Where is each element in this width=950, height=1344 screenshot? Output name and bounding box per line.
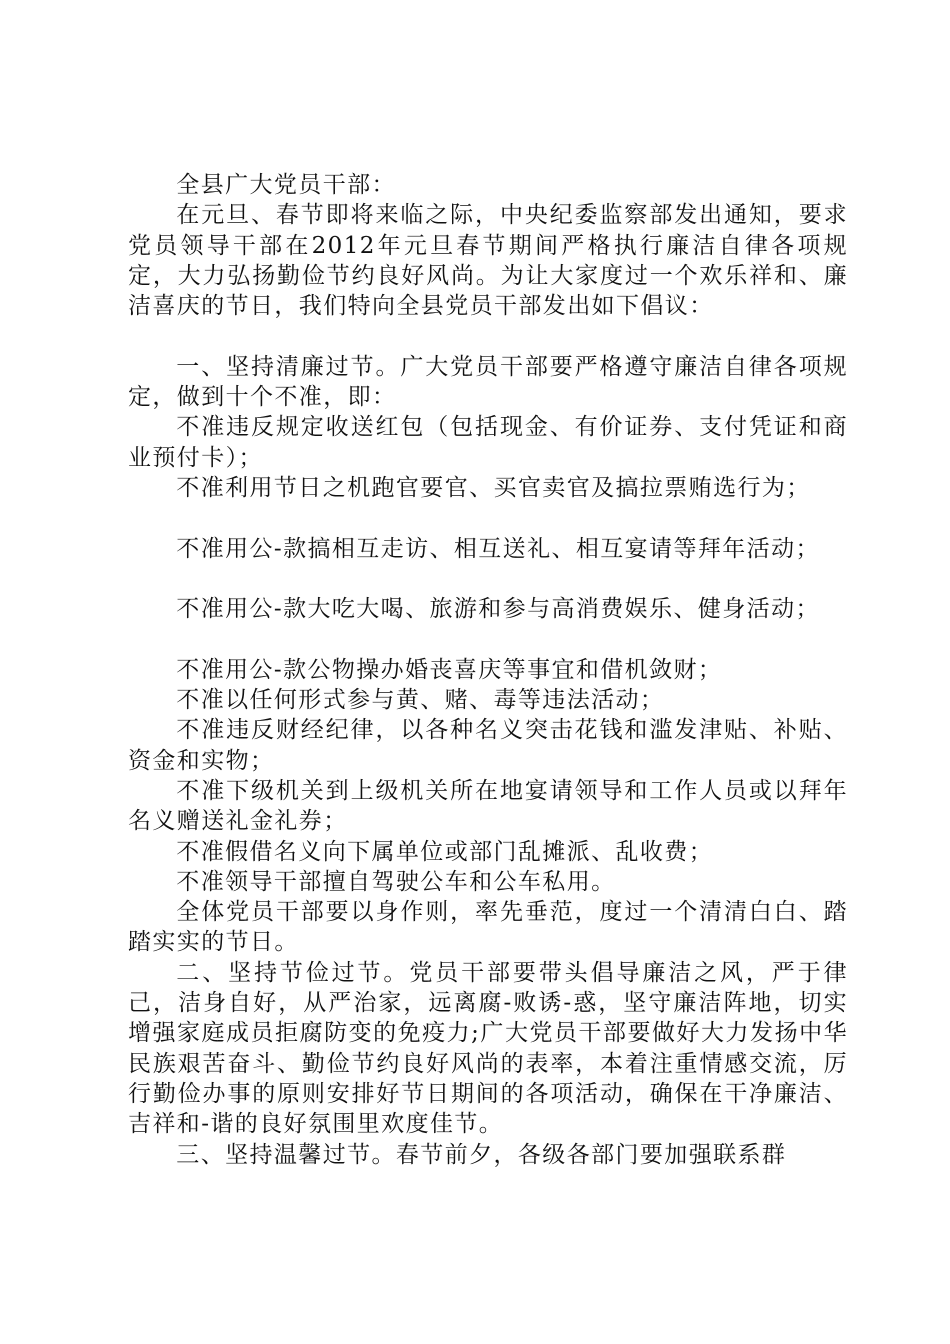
- section-3-paragraph: 三、坚持温馨过节。春节前夕，各级各部门要加强联系群: [176, 1141, 787, 1168]
- summary-paragraph: 全体党员干部要以身作则，率先垂范，度过一个清清白白、踏踏实实的节日。: [128, 899, 848, 956]
- rule-9: 不准假借名义向下属单位或部门乱摊派、乱收费；: [176, 838, 714, 865]
- blank-line: [128, 624, 848, 654]
- section-2-paragraph: 二、坚持节俭过节。党员干部要带头倡导廉洁之风，严于律己，洁身自好，从严治家，远离腐-败诱-惑，坚守廉洁阵地，切实增强家庭成员拒腐防变的免疫力;广大党员干部要做好大力发扬中华民族艰苦奋斗、勤俭节约良好风尚的表率，本着注重情感交流，厉行勤俭办事的原则安排好节日期间的各项活动，确保在干净廉洁、吉祥和-谐的良好氛围里欢度佳节。: [128, 959, 848, 1138]
- document-body: [128, 170, 848, 1170]
- section-1-heading-paragraph: 一、坚持清廉过节。广大党员干部要严格遵守廉洁自律各项规定，做到十个不准，即：: [128, 353, 848, 411]
- salutation: 全县广大党员干部：: [176, 172, 396, 198]
- rule-1: 不准违反规定收送红包（包括现金、有价证券、支付凭证和商业预付卡）；: [128, 414, 848, 471]
- rule-4: 不准用公-款大吃大喝、旅游和参与高消费娱乐、健身活动；: [176, 596, 820, 623]
- intro-paragraph: 在元旦、春节即将来临之际，中央纪委监察部发出通知，要求党员领导干部在2012年元旦春节期间严格执行廉洁自律各项规定，大力弘扬勤俭节约良好风尚。为让大家度过一个欢乐祥和、廉洁喜庆的节日，我们特向全县党员干部发出如下倡议：: [128, 202, 848, 320]
- rule-2: 不准利用节日之机跑官要官、买官卖官及搞拉票贿选行为；: [176, 474, 811, 501]
- rule-5: 不准用公-款公物操办婚丧喜庆等事宜和借机敛财；: [176, 656, 723, 683]
- blank-line: [128, 503, 848, 533]
- blank-line: [128, 321, 848, 351]
- rule-10: 不准领导干部擅自驾驶公车和公车私用。: [176, 868, 616, 895]
- rule-7: 不准违反财经纪律，以各种名义突击花钱和滥发津贴、补贴、资金和实物；: [128, 717, 848, 774]
- rule-8: 不准下级机关到上级机关所在地宴请领导和工作人员或以拜年名义赠送礼金礼券；: [128, 777, 848, 835]
- rule-3: 不准用公-款搞相互走访、相互送礼、相互宴请等拜年活动；: [176, 535, 820, 562]
- blank-line: [128, 564, 848, 594]
- rule-6: 不准以任何形式参与黄、赌、毒等违法活动；: [176, 687, 665, 714]
